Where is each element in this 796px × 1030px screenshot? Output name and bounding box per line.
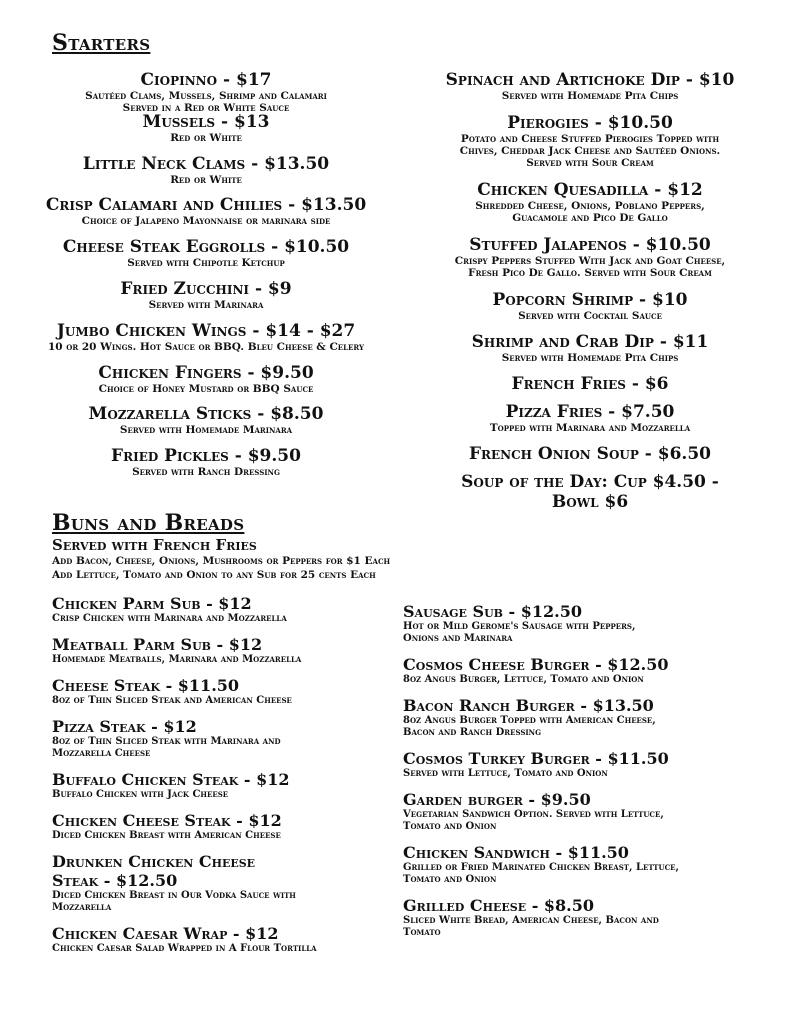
item-title: Chicken Caesar Wrap - $12 bbox=[52, 924, 279, 943]
item-desc: 8oz of Thin Sliced Steak and American Cheese bbox=[52, 695, 292, 706]
item-desc: Potato and Cheese Stuffed Pierogies Topped with Chives, Cheddar Jack Cheese and Sautéed Onions. Served with Sour Cream bbox=[459, 133, 721, 169]
item-title: Bacon Ranch Burger - $13.50 bbox=[403, 696, 654, 715]
item-desc: Buffalo Chicken with Jack Cheese bbox=[52, 789, 229, 800]
item-title: Popcorn Shrimp - $10 bbox=[492, 290, 688, 310]
item-title: Chicken Quesadilla - $12 bbox=[477, 180, 703, 200]
item-desc: Diced Chicken Breast with American Cheese bbox=[52, 830, 281, 841]
item-desc: Sautéed Clams, Mussels, Shrimp and Calamari Served in a Red or White Sauce bbox=[85, 90, 327, 114]
item-desc: Served with Marinara bbox=[148, 298, 264, 311]
item-desc: Diced Chicken Breast in Our Vodka Sauce with Mozzarella bbox=[52, 890, 296, 913]
item-desc: 8oz Angus Burger, Lettuce, Tomato and Onion bbox=[403, 674, 644, 685]
item-desc: Served with Lettuce, Tomato and Onion bbox=[403, 768, 608, 779]
item-title: Spinach and Artichoke Dip - $10 bbox=[445, 70, 735, 90]
item-desc: Served with Homemade Pita Chips bbox=[501, 352, 679, 364]
item-desc: Hot or Mild Gerome's Sausage with Peppers, Onions and Marinara bbox=[403, 621, 636, 644]
item-title: Grilled Cheese - $8.50 bbox=[403, 896, 595, 915]
item-title: Fried Pickles - $9.50 bbox=[111, 446, 301, 467]
item-title: Chicken Sandwich - $11.50 bbox=[403, 843, 629, 862]
item-desc: Red or White bbox=[170, 131, 242, 144]
item-title: Ciopinno - $17 bbox=[140, 70, 272, 90]
item-desc: Red or White bbox=[170, 173, 242, 186]
item-desc: Served with Cocktail Sauce bbox=[518, 310, 662, 322]
buns-note-fries: Served with French Fries bbox=[52, 536, 257, 554]
item-title: Buffalo Chicken Steak - $12 bbox=[52, 770, 290, 789]
item-desc: Vegetarian Sandwich Option. Served with Lettuce, Tomato and Onion bbox=[403, 809, 664, 832]
item-title: Jumbo Chicken Wings - $14 - $27 bbox=[56, 320, 356, 341]
item-desc: 8oz of Thin Sliced Steak with Marinara and Mozzarella Cheese bbox=[52, 736, 281, 759]
item-title: Chicken Fingers - $9.50 bbox=[98, 362, 314, 383]
item-title: Crisp Calamari and Chilies - $13.50 bbox=[45, 195, 367, 216]
item-desc: Served with Chipotle Ketchup bbox=[127, 257, 285, 270]
item-desc: Choice of Jalapeno Mayonnaise or marinara side bbox=[81, 215, 331, 228]
item-title: Fried Zucchini - $9 bbox=[120, 278, 292, 299]
item-title: Chicken Parm Sub - $12 bbox=[52, 594, 252, 613]
item-title: Stuffed Jalapenos - $10.50 bbox=[469, 235, 711, 255]
item-desc: Homemade Meatballs, Marinara and Mozzarella bbox=[52, 654, 302, 665]
item-title: Chicken Cheese Steak - $12 bbox=[52, 811, 282, 830]
item-title: Shrimp and Crab Dip - $11 bbox=[471, 332, 709, 352]
starters-left-column bbox=[10, 70, 402, 488]
item-desc: Topped with Marinara and Mozzarella bbox=[489, 422, 691, 434]
item-title: Drunken Chicken Cheese Steak - $12.50 bbox=[52, 852, 256, 890]
item-desc: Served with Homemade Marinara bbox=[119, 424, 293, 437]
item-title: Pizza Steak - $12 bbox=[52, 717, 197, 736]
item-title: Cosmos Turkey Burger - $11.50 bbox=[403, 749, 669, 768]
item-title: Pierogies - $10.50 bbox=[507, 113, 673, 133]
item-desc: Shredded Cheese, Onions, Poblano Peppers, Guacamole and Pico De Gallo bbox=[475, 200, 705, 224]
item-desc: 8oz Angus Burger Topped with American Cheese, Bacon and Ranch Dressing bbox=[403, 715, 656, 738]
buns-right-column bbox=[403, 602, 783, 949]
item-title: Garden burger - $9.50 bbox=[403, 790, 591, 809]
item-title: Mozzarella Sticks - $8.50 bbox=[88, 404, 324, 425]
item-title: Soup of the Day: Cup $4.50 - Bowl $6 bbox=[461, 472, 719, 512]
item-desc: Served with Homemade Pita Chips bbox=[501, 90, 679, 102]
item-desc: Grilled or Fried Marinated Chicken Breast, Lettuce, Tomato and Onion bbox=[403, 862, 679, 885]
item-title: Cheese Steak Eggrolls - $10.50 bbox=[62, 237, 350, 258]
item-title: Little Neck Clams - $13.50 bbox=[82, 153, 330, 174]
buns-heading: Buns and Breads bbox=[52, 510, 245, 536]
buns-left-column bbox=[52, 594, 400, 965]
item-title: French Onion Soup - $6.50 bbox=[468, 444, 712, 464]
item-title: Mussels - $13 bbox=[142, 111, 270, 132]
starters-heading: Starters bbox=[52, 30, 151, 56]
item-title: Cosmos Cheese Burger - $12.50 bbox=[403, 655, 669, 674]
item-desc: Choice of Honey Mustard or BBQ Sauce bbox=[98, 382, 314, 395]
buns-note-lettuce: Add Lettuce, Tomato and Onion to any Sub for 25 cents Each bbox=[52, 569, 376, 581]
item-title: French Fries - $6 bbox=[511, 374, 669, 394]
item-desc: Crispy Peppers Stuffed With Jack and Goat Cheese, Fresh Pico De Gallo. Served with Sour Cream bbox=[454, 255, 726, 279]
item-desc: 10 or 20 Wings. Hot Sauce or BBQ. Bleu Cheese & Celery bbox=[48, 340, 364, 353]
item-title: Meatball Parm Sub - $12 bbox=[52, 635, 263, 654]
item-title: Sausage Sub - $12.50 bbox=[403, 602, 582, 621]
item-title: Pizza Fries - $7.50 bbox=[505, 402, 675, 422]
item-desc: Chicken Caesar Salad Wrapped in A Flour Tortilla bbox=[52, 943, 317, 954]
item-desc: Crisp Chicken with Marinara and Mozzarella bbox=[52, 613, 287, 624]
item-desc: Sliced White Bread, American Cheese, Bacon and Tomato bbox=[403, 915, 659, 938]
item-desc: Served with Ranch Dressing bbox=[132, 466, 280, 479]
item-title: Cheese Steak - $11.50 bbox=[52, 676, 240, 695]
buns-note-addons: Add Bacon, Cheese, Onions, Mushrooms or Peppers for $1 Each bbox=[52, 555, 391, 567]
starters-right-column bbox=[404, 70, 776, 512]
